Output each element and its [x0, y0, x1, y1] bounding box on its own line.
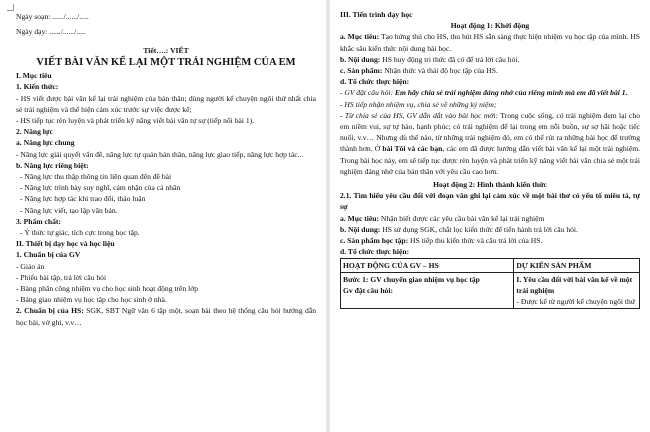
activity-1-objective	[340, 31, 640, 53]
table-header-cell: DỰ KIẾN SẢN PHẨM	[514, 259, 640, 273]
activity-2-title: Hoạt động 2: Hình thành kiến thức	[433, 180, 547, 190]
page-left-content	[16, 9, 316, 328]
specific-competence-item: - Năng lực hợp tác khi trao đổi, thảo luận	[20, 194, 146, 204]
label: c. Sản phẩm học tập:	[340, 236, 409, 246]
table-row	[341, 273, 640, 309]
section-competence: 2. Năng lực	[16, 127, 53, 137]
teacher-lead-in	[340, 110, 640, 177]
text: Tạo hứng thú cho HS, thu hút HS sẵn sàng thực hiện nhiệm vụ học tập của mình. HS khắc sâu kiến thức nội dung bài học.	[340, 32, 640, 53]
section-objectives: I. Mục tiêu	[16, 71, 52, 81]
student-prep-label: 2. Chuẩn bị của HS:	[16, 306, 84, 316]
teacher-prep-item: - Phiếu bài tập, trả lời câu hỏi	[16, 272, 107, 282]
text: Nhận thức và thái độ học tập của HS.	[382, 66, 498, 76]
student-task-line: - HS tiếp nhận nhiệm vụ, chia sẻ về những kỷ niệm;	[340, 99, 497, 109]
date-prepared: Ngày soạn: ....../....../.....	[16, 12, 89, 21]
section-equipment: II. Thiết bị dạy học và học liệu	[16, 239, 115, 249]
text: Nhận biết được các yêu cầu bài văn kể lại trải nghiệm	[379, 213, 545, 223]
table-cell	[514, 273, 640, 309]
teacher-prep-item: - Giáo án	[16, 261, 45, 271]
teacher-prep-item: - Bảng phân công nhiệm vụ cho học sinh hoạt động trên lớp	[16, 284, 199, 294]
teacher-question	[340, 87, 640, 98]
page-right	[330, 0, 650, 432]
table-header-row	[341, 259, 640, 273]
lesson-title: VIẾT BÀI VĂN KỂ LẠI MỘT TRẢI NGHIỆM CỦA EM	[36, 57, 296, 69]
page-right-content	[340, 9, 640, 309]
step-question: Gv đặt câu hỏi:	[343, 286, 393, 296]
label: a. Mục tiêu:	[340, 213, 380, 223]
activity-1-product	[340, 65, 640, 76]
general-competence-text: - Năng lực giải quyết vấn đề, năng lực tự quản bản thân, năng lực giao tiếp, năng lực hợp tác...	[16, 149, 304, 159]
activity-1-title: Hoạt động 1: Khởi động	[450, 21, 530, 31]
activity-1-organization: d. Tổ chức thực hiện:	[340, 77, 410, 87]
text: HS tiếp thu kiến thức và câu trả lời của HS.	[408, 236, 543, 246]
activity-2-objective	[340, 213, 640, 224]
teacher-prep-heading: 1. Chuẩn bị của GV	[16, 250, 81, 260]
date-taught: Ngày dạy: ....../....../.....	[16, 27, 86, 36]
crop-mark	[7, 4, 14, 11]
activity-2-content	[340, 224, 640, 235]
student-prep	[16, 305, 316, 327]
lesson-name: bài Tôi và các bạn	[382, 144, 443, 154]
text: Trong cuộc sống, có trải nghiệm đem lại cho em niềm vui, sự tự hào, hạnh phúc; có trải nghiệm để lại trong em nỗi buồn, sự sợ hãi hoặc tiếc nuối, v.v… Nhưng dù thế nào, từ những trải nghiệm đó, em có thể rút ra những bài học để trưởng thành hơn. Ở	[340, 110, 641, 154]
text: HS sử dụng SGK, chắt lọc kiến thức để tiến hành trả lời câu hỏi.	[380, 224, 578, 234]
label: - GV đặt câu hỏi:	[340, 88, 395, 98]
label: a. Mục tiêu:	[340, 32, 380, 42]
activity-1-content	[340, 54, 640, 65]
step-label: Bước 1: GV chuyển giao nhiệm vụ học tập	[343, 275, 480, 285]
label: - Từ chia sẻ của HS, GV dẫn dắt vào bài học mới:	[340, 110, 499, 120]
student-prep-text: SGK, SBT Ngữ văn 6 tập một, soạn bài theo hệ thống câu hỏi hướng dẫn học bài, vở ghi, v.v…	[16, 306, 316, 327]
quality-item: - Ý thức tự giác, tích cực trong học tập.	[20, 228, 140, 238]
specific-competence-heading: b. Năng lực riêng biệt:	[16, 160, 89, 170]
section-qualities: 3. Phẩm chất:	[16, 216, 61, 226]
table-header-cell: HOẠT ĐỘNG CỦA GV – HS	[341, 259, 514, 273]
expected-product-text: - Được kể từ người kể chuyện ngôi thứ	[516, 297, 635, 307]
expected-product-title: I. Yêu cầu đối với bài văn kể về một trải nghiệm	[516, 275, 633, 296]
specific-competence-item: - Năng lực thu thập thông tin liên quan đến đề bài	[20, 172, 172, 182]
general-competence-heading: a. Năng lực chung	[16, 138, 75, 148]
section-2-1: 2.1. Tìm hiểu yêu cầu đối với đoạn văn ghi lại cảm xúc về một bài thơ có yếu tố miêu tả, tự sự	[340, 191, 640, 212]
label: b. Nội dung:	[340, 54, 381, 64]
lesson-number: Tiết….: VIẾT	[143, 46, 189, 55]
text: Em hãy chia sẻ trải nghiệm đáng nhớ của riêng mình mà em đã viết bài 1.	[394, 88, 628, 98]
text: , các em đã được hướng dẫn viết bài văn kể lại một trải nghiệm. Trong bài học này, em sẽ tiếp tục được rèn luyện và phát triển kỹ năng viết bài văn chia sẻ một trải nghiệm đáng nhớ của bản thân với yêu cầu cao hơn.	[340, 144, 641, 176]
activity-2-organization: d. Tổ chức thực hiện:	[340, 247, 410, 257]
section-process: III. Tiến trình dạy học	[340, 10, 413, 19]
text: HS huy động tri thức đã có để trả lời câu hỏi.	[380, 54, 520, 64]
teacher-prep-item: - Bảng giao nhiệm vụ học tập cho học sinh ở nhà.	[16, 295, 167, 305]
knowledge-item-1: - HS viết được bài văn kể lại trải nghiệm của bản thân; dùng người kể chuyện ngôi thứ nhất chia sẻ trải nghiệm và thể hiện cảm xúc trước sự việc được kể;	[16, 93, 316, 114]
knowledge-item-2: - HS tiếp tục rèn luyện và phát triển kỹ năng viết bài văn tự sự (tiếp nối bài 1).	[16, 116, 255, 126]
activity-2-product	[340, 235, 640, 246]
table-cell	[341, 273, 514, 309]
label: b. Nội dung:	[340, 224, 381, 234]
specific-competence-item: - Năng lực trình bày suy nghĩ, cảm nhận của cá nhân	[20, 183, 181, 193]
specific-competence-item: - Năng lực viết, tạo lập văn bản.	[20, 205, 118, 215]
section-knowledge: 1. Kiến thức:	[16, 82, 59, 92]
activity-table	[340, 258, 640, 309]
label: c. Sản phẩm:	[340, 66, 383, 76]
